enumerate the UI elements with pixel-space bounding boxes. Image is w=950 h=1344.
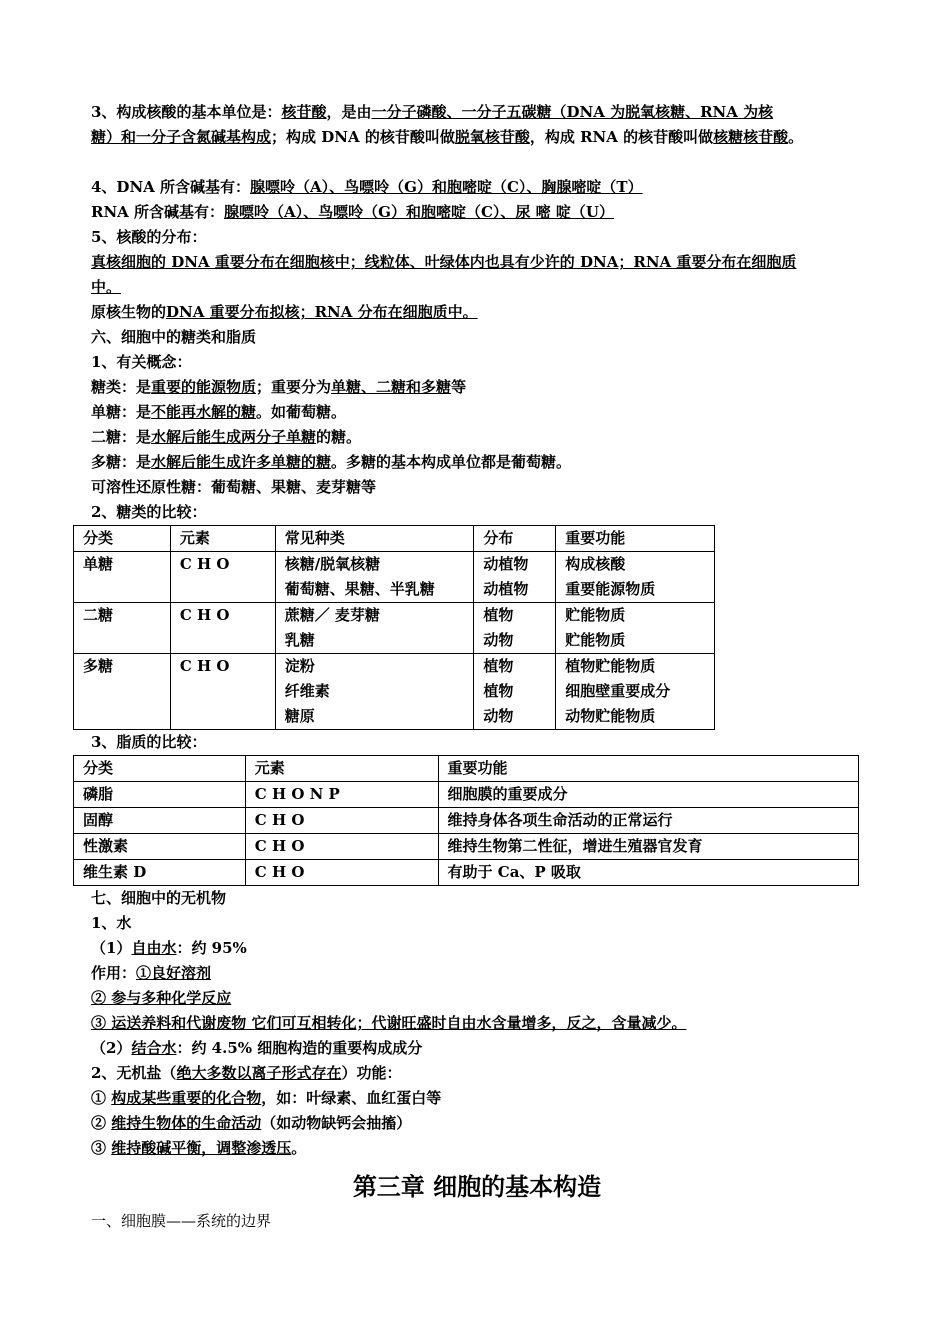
table-row: [74, 654, 715, 730]
rna-bases-line: RNA 所含碱基有：腺嘌呤（A）、鸟嘌呤（G）和胞嘧啶（C）、尿 嘧 啶（U）: [91, 203, 614, 221]
lipid-table: [73, 755, 859, 886]
prokaryote-distribution-line: 原核生物的DNA 重要分布拟核；RNA 分布在细胞质中。: [91, 303, 478, 321]
header-cell: 分布: [474, 526, 556, 552]
class-cell: 固醇: [74, 808, 246, 834]
distribution-cell: 植物 动物: [474, 603, 556, 654]
function-cell: 贮能物质 贮能物质: [556, 603, 715, 654]
class-cell: 单糖: [74, 552, 171, 603]
water-use-line-1: 作用：①良好溶剂: [91, 964, 212, 982]
reducing-sugar-line: 可溶性还原性糖：葡萄糖、果糖、麦芽糖等: [91, 478, 377, 496]
element-cell: C H O N P: [245, 782, 438, 808]
salt-function-2: ② 维持生物体的生命活动（如动物缺钙会抽搐）: [91, 1114, 412, 1132]
free-water-line: （1）自由水：约 95%: [91, 939, 247, 957]
header-cell: 重要功能: [438, 756, 858, 782]
document-page: [83, 100, 863, 1234]
distribution-title: 5、核酸的分布：: [91, 228, 207, 246]
kinds-cell: 淀粉 纤维素 糖原: [275, 654, 474, 730]
class-cell: 性激素: [74, 834, 246, 860]
water-use-line-2: ② 参与多种化学反应: [91, 989, 232, 1007]
lipid-comparison-title: 3、脂质的比较：: [91, 733, 207, 751]
chapter-title: 第三章 细胞的基本构造: [352, 1173, 602, 1201]
element-cell: C H O: [245, 860, 438, 886]
water-title: 1、水: [91, 914, 132, 932]
sugar-definition: 糖类：是重要的能源物质；重要分为单糖、二糖和多糖等: [91, 378, 467, 396]
element-cell: C H O: [245, 808, 438, 834]
header-cell: 常见种类: [275, 526, 474, 552]
class-cell: 磷脂: [74, 782, 246, 808]
function-cell: 维持身体各项生命活动的正常运行: [438, 808, 858, 834]
header-cell: 分类: [74, 756, 246, 782]
dna-bases-line: 4、DNA 所含碱基有：腺嘌呤（A）、鸟嘌呤（G）和胞嘧啶（C）、胸腺嘧啶（T）: [91, 178, 643, 196]
element-cell: C H O: [245, 834, 438, 860]
function-cell: 有助于 Ca、P 吸取: [438, 860, 858, 886]
kinds-cell: 核糖/脱氧核糖 葡萄糖、果糖、半乳糖: [275, 552, 474, 603]
sugar-table-header: [74, 526, 715, 552]
nucleotide-line-1: 3、构成核酸的基本单位是：核苷酸，是由一分子磷酸、一分子五碳糖（DNA 为脱氧核糖、RNA 为核: [91, 103, 774, 121]
disaccharide-definition: 二糖：是水解后能生成两分子单糖的糖。: [91, 428, 362, 446]
header-cell: 元素: [170, 526, 275, 552]
element-cell: C H O: [170, 552, 275, 603]
cell-membrane-heading: 一、细胞膜——系统的边界: [91, 1212, 272, 1230]
element-cell: C H O: [170, 603, 275, 654]
table-row: [74, 552, 715, 603]
nucleotide-line-2: 糖）和一分子含氮碱基构成；构成 DNA 的核苷酸叫做脱氧核苷酸，构成 RNA 的核苷酸叫做核糖核苷酸。: [91, 128, 804, 146]
bound-water-line: （2）结合水：约 4.5% 细胞构造的重要构成成分: [91, 1039, 423, 1057]
class-cell: 多糖: [74, 654, 171, 730]
function-cell: 细胞膜的重要成分: [438, 782, 858, 808]
header-cell: 重要功能: [556, 526, 715, 552]
distribution-cell: 动植物 动植物: [474, 552, 556, 603]
section-7-title: 七、细胞中的无机物: [91, 889, 227, 907]
salt-function-3: ③ 维持酸碱平衡，调整渗透压。: [91, 1139, 307, 1157]
section-6-title: 六、细胞中的糖类和脂质: [91, 328, 257, 346]
lipid-table-header: [74, 756, 859, 782]
function-cell: 植物贮能物质 细胞壁重要成分 动物贮能物质: [556, 654, 715, 730]
salt-function-1: ① 构成某些重要的化合物，如：叶绿素、血红蛋白等: [91, 1089, 442, 1107]
function-cell: 维持生物第二性征，增进生殖器官发育: [438, 834, 858, 860]
table-row: [74, 860, 859, 886]
header-cell: 分类: [74, 526, 171, 552]
water-use-line-3: ③ 运送养料和代谢废物 它们可互相转化；代谢旺盛时自由水含量增多，反之，含量减少。: [91, 1014, 687, 1032]
header-cell: 元素: [245, 756, 438, 782]
table-row: [74, 834, 859, 860]
sugar-table: [73, 525, 715, 730]
concepts-title: 1、有关概念：: [91, 353, 192, 371]
table-row: [74, 603, 715, 654]
table-row: [74, 782, 859, 808]
eukaryote-distribution-line-2: 中。: [91, 278, 122, 296]
inorganic-salt-title: 2、无机盐（绝大多数以离子形式存在）功能：: [91, 1064, 402, 1082]
polysaccharide-definition: 多糖：是水解后能生成许多单糖的糖。多糖的基本构成单位都是葡萄糖。: [91, 453, 572, 471]
element-cell: C H O: [170, 654, 275, 730]
kinds-cell: 蔗糖／ 麦芽糖 乳糖: [275, 603, 474, 654]
eukaryote-distribution-line-1: 真核细胞的 DNA 重要分布在细胞核中；线粒体、叶绿体内也具有少许的 DNA；RNA 重要分布在细胞质: [91, 253, 797, 271]
sugar-comparison-title: 2、糖类的比较：: [91, 503, 207, 521]
class-cell: 二糖: [74, 603, 171, 654]
distribution-cell: 植物 植物 动物: [474, 654, 556, 730]
function-cell: 构成核酸 重要能源物质: [556, 552, 715, 603]
table-row: [74, 808, 859, 834]
monosaccharide-definition: 单糖：是不能再水解的糖。如葡萄糖。: [91, 403, 347, 421]
class-cell: 维生素 D: [74, 860, 246, 886]
